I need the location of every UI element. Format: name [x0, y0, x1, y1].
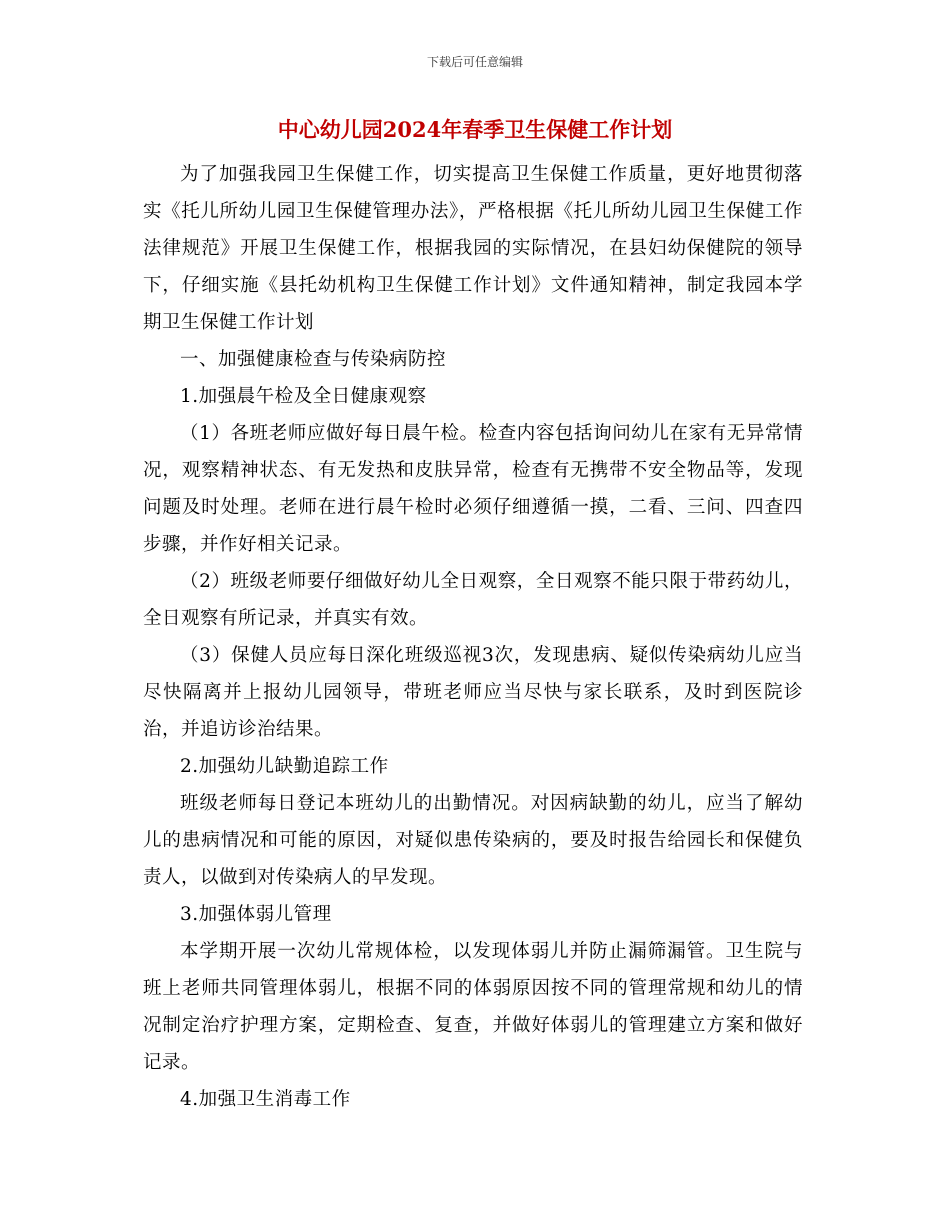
page-header-note: 下载后可任意编辑	[426, 55, 523, 69]
body-paragraph: 本学期开展一次幼儿常规体检，以发现体弱儿并防止漏筛漏管。卫生院与班上老师共同管理体弱儿，根据不同的体弱原因按不同的管理常规和幼儿的情况制定治疗护理方案，定期检查、复查，并做好体弱儿的管理建立方案和做好记录。	[143, 941, 803, 1073]
section-heading-1: 一、加强健康检查与传染病防控	[180, 349, 447, 370]
intro-paragraph: 为了加强我园卫生保健工作，切实提高卫生保健工作质量，更好地贯彻落实《托儿所幼儿园卫生保健管理办法》，严格根据《托儿所幼儿园卫生保健工作法律规范》开展卫生保健工作，根据我园的实际情况，在县妇幼保健院的领导下，仔细实施《县托幼机构卫生保健工作计划》文件通知精神，制定我园本学期卫生保健工作计划	[143, 164, 803, 333]
document-body	[143, 156, 803, 1118]
subsection-heading-2: 2.加强幼儿缺勤追踪工作	[180, 756, 389, 777]
body-paragraph: （1）各班老师应做好每日晨午检。检查内容包括询问幼儿在家有无异常情况，观察精神状态、有无发热和皮肤异常，检查有无携带不安全物品等，发现问题及时处理。老师在进行晨午检时必须仔细遵循一摸，二看、三问、四查四步骤，并作好相关记录。	[143, 423, 803, 555]
body-paragraph: 班级老师每日登记本班幼儿的出勤情况。对因病缺勤的幼儿，应当了解幼儿的患病情况和可能的原因，对疑似患传染病的，要及时报告给园长和保健负责人，以做到对传染病人的早发现。	[143, 793, 803, 888]
body-paragraph: （3）保健人员应每日深化班级巡视3次，发现患病、疑似传染病幼儿应当尽快隔离并上报幼儿园领导，带班老师应当尽快与家长联系，及时到医院诊治，并追访诊治结果。	[143, 645, 803, 740]
body-paragraph: （2）班级老师要仔细做好幼儿全日观察，全日观察不能只限于带药幼儿，全日观察有所记录，并真实有效。	[143, 571, 803, 629]
subsection-heading-3: 3.加强体弱儿管理	[180, 904, 332, 925]
subsection-heading-4: 4.加强卫生消毒工作	[180, 1089, 351, 1110]
subsection-heading-1: 1.加强晨午检及全日健康观察	[180, 386, 427, 407]
document-title: 中心幼儿园2024年春季卫生保健工作计划	[277, 117, 673, 142]
